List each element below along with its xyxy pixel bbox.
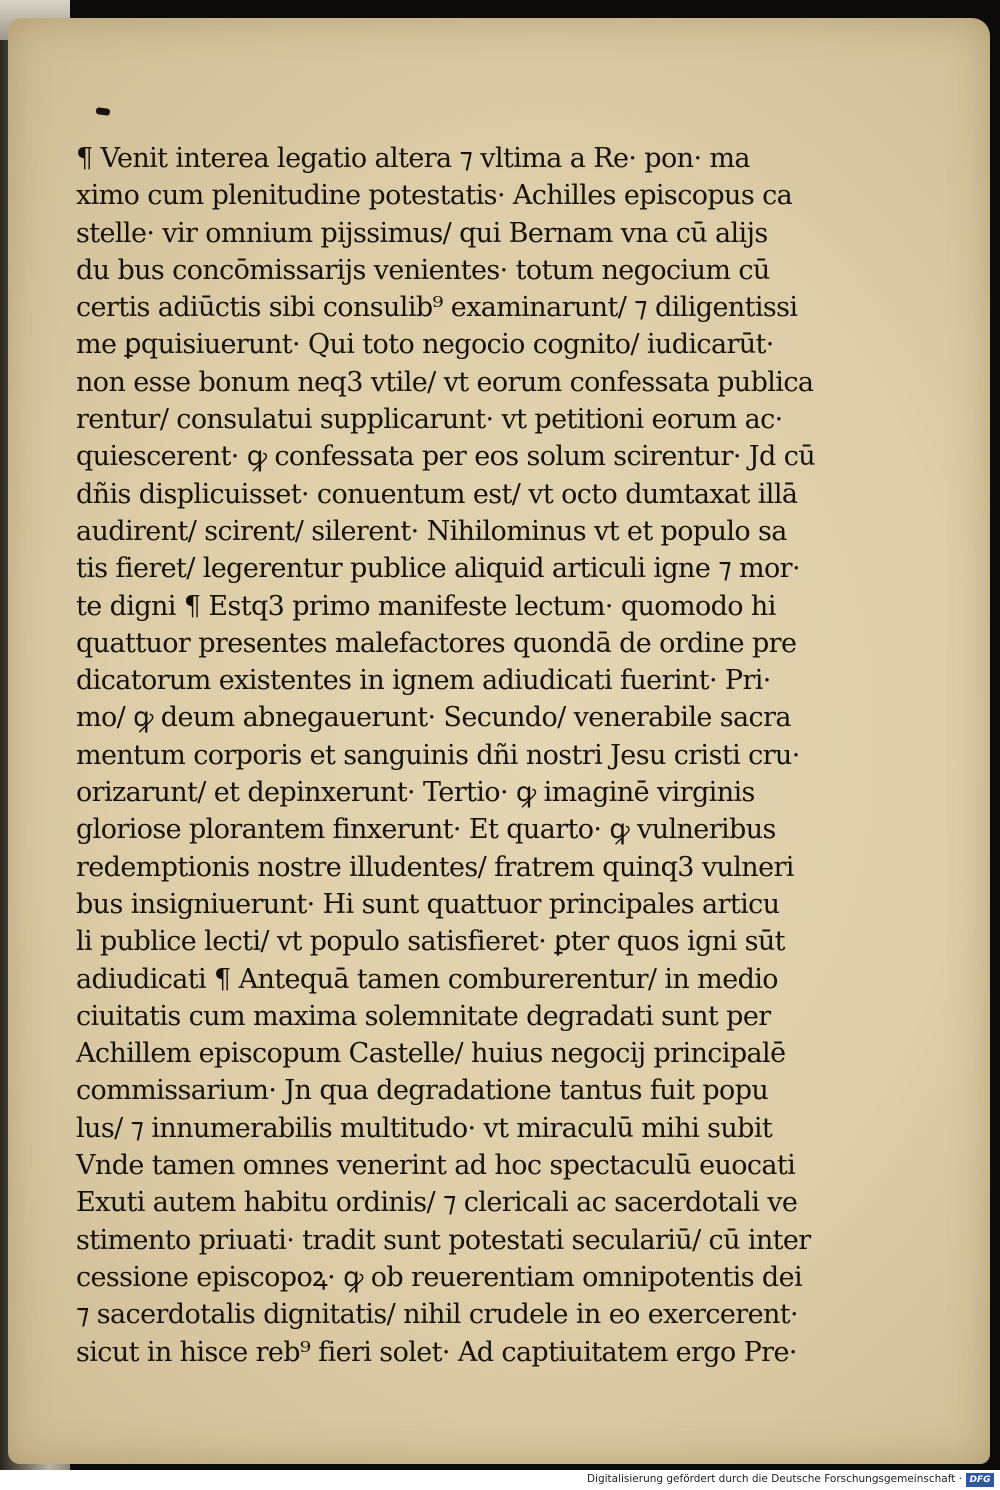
text-line: mentum corporis et sanguinis dñi nostri Jesu cristi cru·	[76, 739, 800, 771]
text-line: lus/ ⁊ innumerabilis multitudo· vt miraculū mihi subit	[76, 1112, 773, 1144]
text-line: gloriose plorantem finxerunt· Et quarto· ꝙ vulneribus	[76, 814, 776, 846]
text-line: Vnde tamen omnes venerint ad hoc spectaculū euocati	[76, 1150, 796, 1182]
text-line: stelle· vir omnium pijssimus/ qui Bernam vna cū alijs	[76, 217, 768, 249]
text-line: audirent/ scirent/ silerent· Nihilominus vt et populo sa	[76, 515, 787, 547]
text-line: quattuor presentes malefactores quondā de ordine pre	[76, 627, 797, 659]
text-line: du bus concōmissarijs venientes· totum negocium cū	[76, 254, 770, 286]
footer-bar	[0, 1470, 1000, 1490]
text-line: non esse bonum neq3 vtile/ vt eorum confessata publica	[76, 366, 814, 398]
text-line: quiescerent· ꝙ confessata per eos solum scirentur· Jd cū	[76, 441, 816, 473]
text-line: Achillem episcopum Castelle/ huius negocij principalē	[76, 1038, 786, 1070]
text-line: stimento priuati· tradit sunt potestati seculariū/ cū inter	[76, 1224, 811, 1256]
text-line: ximo cum plenitudine potestatis· Achilles episcopus ca	[76, 180, 793, 212]
text-line: ciuitatis cum maxima solemnitate degradati sunt per	[76, 1000, 771, 1032]
text-line: cessione episcopoꝝ· ꝙ ob reuerentiam omnipotentis dei	[76, 1261, 803, 1293]
text-line: te digni ¶ Estq3 primo manifeste lectum· quomodo hi	[76, 590, 776, 622]
page-text	[76, 140, 856, 1371]
footer-credit: Digitalisierung gefördert durch die Deutsche Forschungsgemeinschaft ·	[586, 1473, 962, 1485]
text-line: me ꝑquisiuerunt· Qui toto negocio cognito/ iudicarūt·	[76, 329, 774, 361]
text-line: orizarunt/ et depinxerunt· Tertio· ꝙ imaginē virginis	[76, 777, 755, 809]
text-line: redemptionis nostre illudentes/ fratrem quinq3 vulneri	[76, 851, 794, 883]
text-line: dicatorum existentes in ignem adiudicati fuerint· Pri·	[76, 665, 771, 697]
text-line: Exuti autem habitu ordinis/ ⁊ clericali ac sacerdotali ve	[76, 1187, 798, 1219]
text-line: mo/ ꝙ deum abnegauerunt· Secundo/ venerabile sacra	[76, 702, 791, 734]
text-line: adiudicati ¶ Antequā tamen comburerentur/ in medio	[76, 963, 778, 995]
text-line: li publice lecti/ vt populo satisfieret· ꝑter quos igni sūt	[76, 926, 785, 958]
text-line: certis adiūctis sibi consulib⁹ examinarunt/ ⁊ diligentissi	[76, 292, 798, 324]
text-line: dñis displicuisset· conuentum est/ vt octo dumtaxat illā	[76, 478, 798, 510]
ink-mark	[96, 107, 111, 116]
text-line: ⁊ sacerdotalis dignitatis/ nihil crudele in eo exercerent·	[76, 1299, 799, 1331]
text-line: rentur/ consulatui supplicarunt· vt petitioni eorum ac·	[76, 404, 783, 436]
dfg-logo: DFG	[966, 1473, 994, 1487]
text-line: tis fieret/ legerentur publice aliquid articuli igne ⁊ mor·	[76, 553, 800, 585]
text-line: bus insigniuerunt· Hi sunt quattuor principales articu	[76, 888, 780, 920]
text-line: sicut in hisce reb⁹ fieri solet· Ad captiuitatem ergo Pre·	[76, 1336, 797, 1368]
text-line: commissarium· Jn qua degradatione tantus fuit popu	[76, 1075, 769, 1107]
text-line: ¶ Venit interea legatio altera ⁊ vltima a Re· pon· ma	[76, 143, 750, 174]
